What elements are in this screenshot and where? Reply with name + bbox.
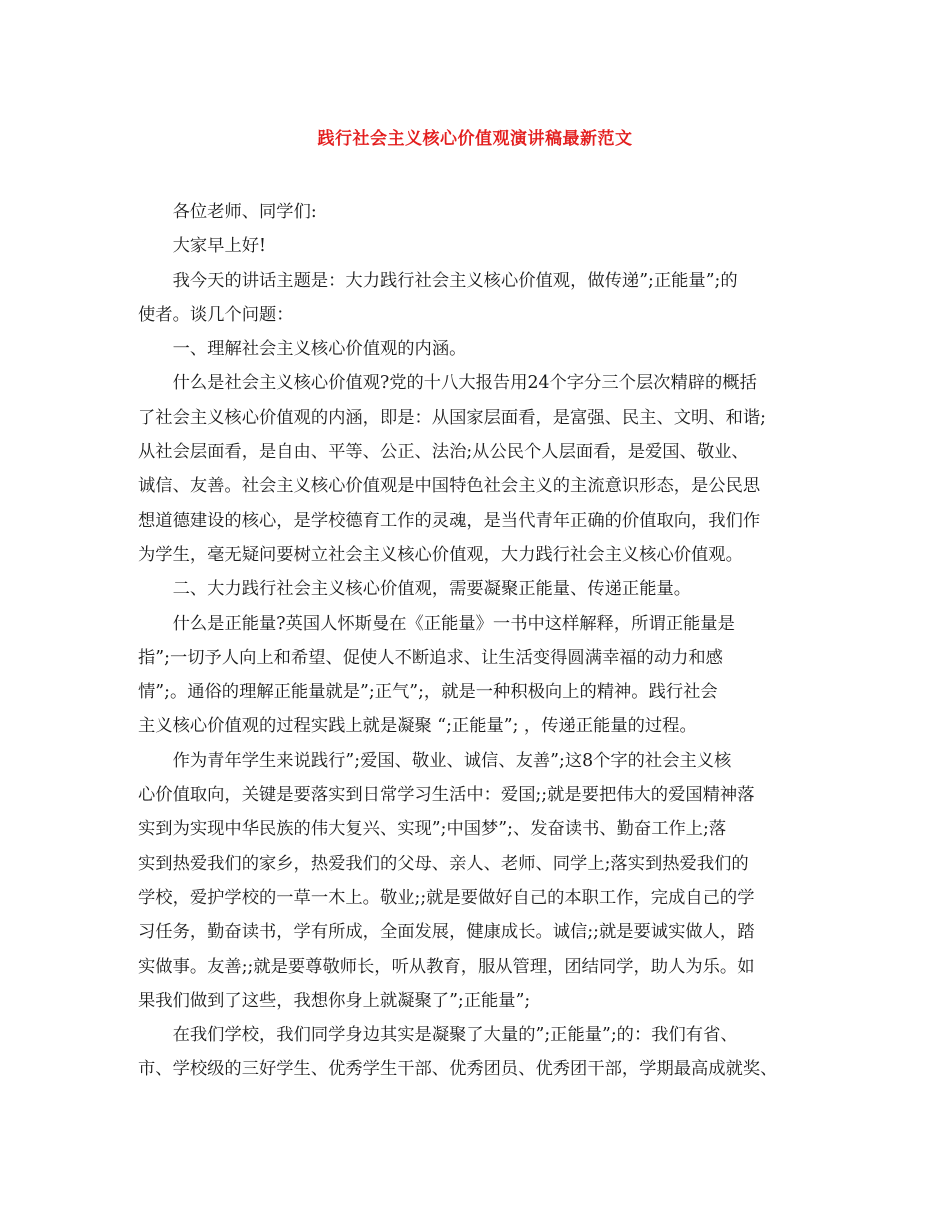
text-line: 各位老师、同学们: [172, 202, 317, 222]
text-line: 我今天的讲话主题是：大力践行社会主义核心价值观，做传递”;正能量”;的 [172, 270, 738, 291]
text-line: 大家早上好! [172, 236, 266, 257]
text-line: 诚信、友善。社会主义核心价值观是中国特色社会主义的主流意识形态，是公民思 [138, 476, 761, 497]
text-line: 一、理解社会主义核心价值观的内涵。 [172, 339, 467, 360]
text-line: 心价值取向，关键是要落实到日常学习生活中：爱国;;就是要把伟大的爱国精神落 [138, 785, 755, 806]
text-line: 学校，爱护学校的一草一木上。敬业;;就是要做好自己的本职工作，完成自己的学 [138, 887, 755, 908]
text-line: 情”;。通俗的理解正能量就是”;正气”;，就是一种积极向上的精神。践行社会 [138, 682, 718, 703]
text-line: 实做事。友善;;就是要尊敬师长，听从教育，服从管理，团结同学，助人为乐。如 [138, 956, 755, 977]
text-line: 指”;一切予人向上和希望、促使人不断追求、让生活变得圆满幸福的动力和感 [138, 647, 723, 668]
text-line: 为学生，毫无疑问要树立社会主义核心价值观，大力践行社会主义核心价值观。 [138, 544, 743, 565]
text-line: 二、大力践行社会主义核心价值观，需要凝聚正能量、传递正能量。 [172, 579, 692, 600]
text-line: 习任务，勤奋读书，学有所成，全面发展，健康成长。诚信;;就是要诚实做人，踏 [138, 922, 755, 943]
text-line: 在我们学校，我们同学身边其实是凝聚了大量的”;正能量”;的：我们有省、 [172, 1025, 738, 1046]
text-line: 了社会主义核心价值观的内涵，即是：从国家层面看，是富强、民主、文明、和谐; [138, 407, 766, 428]
text-line: 使者。谈几个问题： [138, 304, 294, 325]
text-line: 实到热爱我们的家乡，热爱我们的父母、亲人、老师、同学上;落实到热爱我们的 [138, 853, 749, 874]
text-line: 市、学校级的三好学生、优秀学生干部、优秀团员、优秀团干部，学期最高成就奖、 [138, 1059, 778, 1080]
text-line: 从社会层面看，是自由、平等、公正、法治;从公民个人层面看，是爱国、敬业、 [138, 442, 749, 463]
text-line: 想道德建设的核心，是学校德育工作的灵魂，是当代青年正确的价值取向，我们作 [138, 510, 761, 531]
text-line: 实到为实现中华民族的伟大复兴、实现”;中国梦”;、发奋读书、勤奋工作上;落 [138, 819, 727, 840]
document-title: 践行社会主义核心价值观演讲稿最新范文 [317, 129, 633, 149]
text-line: 作为青年学生来说践行”;爱国、敬业、诚信、友善”;这8个字的社会主义核 [172, 750, 732, 771]
text-line: 主义核心价值观的过程实践上就是凝聚 “;正能量”; ，传递正能量的过程。 [138, 716, 697, 737]
document-body [138, 195, 814, 1087]
text-line: 什么是社会主义核心价值观?党的十八大报告用24个字分三个层次精辟的概括 [172, 373, 757, 394]
text-line: 果我们做到了这些，我想你身上就凝聚了”;正能量”; [138, 990, 531, 1011]
text-line: 什么是正能量?英国人怀斯曼在《正能量》一书中这样解释，所谓正能量是 [172, 613, 735, 634]
